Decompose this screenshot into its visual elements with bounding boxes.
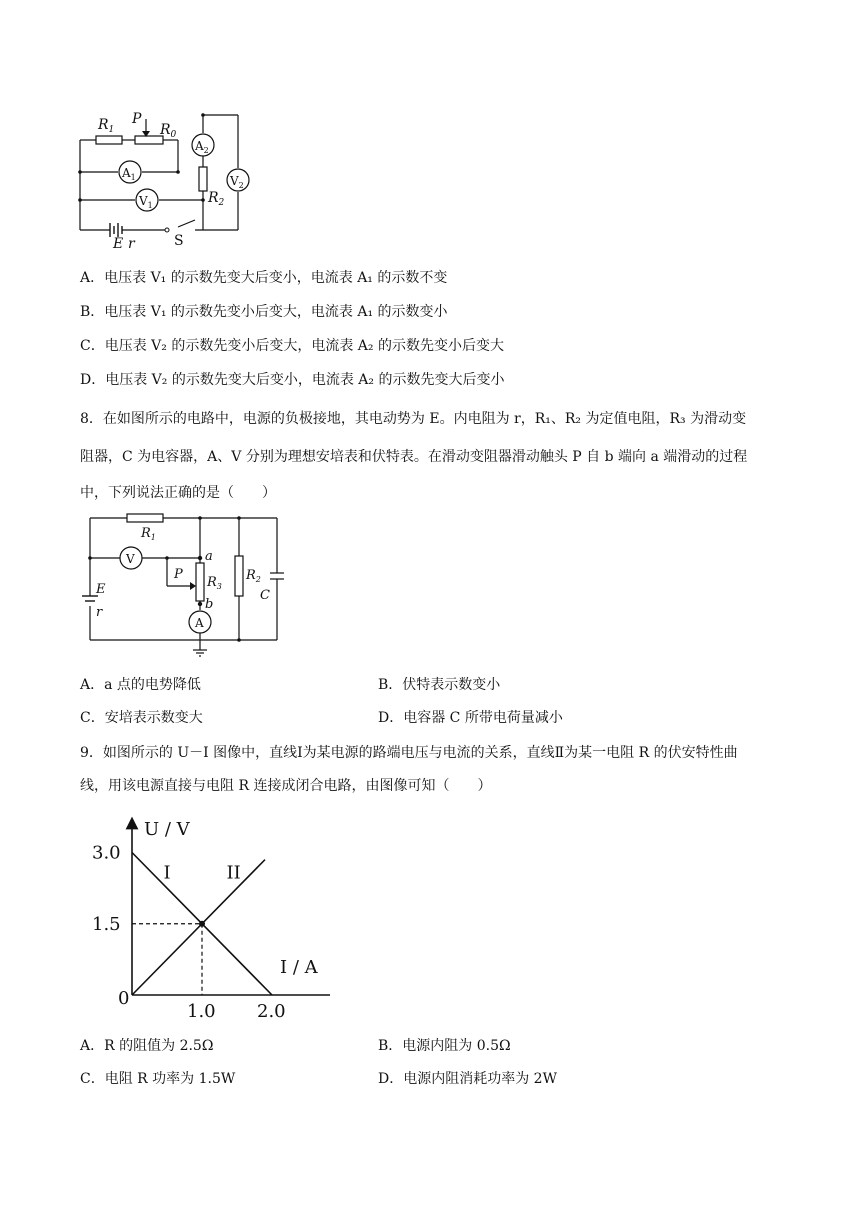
svg-text:R1: $R_1$	[98, 117, 115, 135]
option-letter: A．	[80, 270, 105, 286]
svg-text:r: r	[128, 236, 135, 250]
option-text: 电阻 R 功率为 1.5W	[104, 1071, 236, 1087]
q8-resistor-r3	[196, 563, 204, 601]
svg-text:A1: $A_1$	[122, 166, 136, 182]
option-text: 电容器 C 所带电荷量减小	[403, 710, 563, 726]
origin-label: 0	[118, 988, 130, 1009]
q9-ui-graph	[90, 815, 350, 1025]
svg-text:V1: $V_1$	[139, 194, 153, 210]
y-tick-label: 3.0	[92, 842, 121, 864]
option-letter: C．	[80, 338, 105, 354]
option-letter: B．	[80, 304, 105, 320]
q8-option-c[interactable]	[80, 708, 203, 728]
svg-text:P: P	[174, 567, 183, 582]
svg-text:R0: $R_0$	[160, 122, 177, 140]
svg-text:E: E	[96, 582, 106, 597]
q7-circuit-diagram	[70, 105, 260, 250]
option-letter: B．	[378, 677, 403, 693]
series-line-II	[132, 860, 265, 995]
option-text: 电压表 V₂ 的示数先变大后变小，电流表 A₂ 的示数先变大后变小	[105, 372, 505, 388]
q7-battery	[110, 223, 122, 237]
x-axis-label: I / A	[280, 957, 318, 978]
option-text: 伏特表示数变小	[402, 677, 501, 693]
q7-option-a[interactable]	[80, 268, 447, 288]
q8-option-a[interactable]	[80, 675, 201, 695]
option-text: 电压表 V₁ 的示数先变小后变大，电流表 A₁ 的示数变小	[104, 304, 448, 320]
q8-resistor-r1	[127, 514, 163, 522]
svg-text:V2: $V_2$	[230, 174, 244, 190]
q7-switch	[165, 228, 169, 232]
svg-text:R1: $R_1$	[141, 526, 156, 542]
q8-option-d[interactable]	[378, 708, 563, 728]
svg-text:r: r	[96, 605, 103, 620]
q9-option-d[interactable]	[378, 1069, 557, 1089]
option-text: R 的阻值为 2.5Ω	[104, 1038, 214, 1054]
svg-text:b: b	[205, 597, 214, 612]
q9-stem-line-2: 线，用该电源直接与电阻 R 连接成闭合电路，由图像可知（ ）	[80, 778, 492, 794]
option-letter: A．	[80, 1038, 105, 1054]
q8-stem-line-3: 中，下列说法正确的是（ ）	[80, 485, 276, 501]
series-label-I: I	[163, 862, 171, 884]
series-label-II: II	[226, 862, 241, 884]
option-letter: D．	[378, 710, 404, 726]
option-text: 电源内阻消耗功率为 2W	[403, 1071, 557, 1087]
option-letter: A．	[80, 677, 105, 693]
y-tick-label: 1.5	[92, 913, 121, 935]
option-letter: C．	[80, 710, 105, 726]
q7-option-b[interactable]	[80, 302, 448, 322]
option-letter: D．	[378, 1071, 404, 1087]
q7-option-c[interactable]	[80, 336, 504, 356]
q7-resistor-r0	[135, 136, 163, 144]
q8-stem-line-1: 8．在如图所示的电路中，电源的负极接地，其电动势为 E。内电阻为 r，R₁、R₂ 为定值电阻，R₃ 为滑动变	[80, 411, 747, 427]
q8-resistor-r2	[235, 556, 243, 596]
svg-text:E: E	[113, 236, 124, 250]
x-tick-label: 1.0	[187, 1001, 216, 1022]
q9-option-a[interactable]	[80, 1036, 213, 1056]
option-letter: D．	[80, 372, 106, 388]
option-text: 电压表 V₁ 的示数先变大后变小，电流表 A₁ 的示数不变	[104, 270, 448, 286]
q9-option-c[interactable]	[80, 1069, 235, 1089]
q8-stem-line-2: 阻器，C 为电容器，A、V 分别为理想安培表和伏特表。在滑动变阻器滑动触头 P 自 b 端向 a 端滑动的过程	[80, 449, 748, 465]
option-letter: B．	[378, 1038, 403, 1054]
svg-text:A2: $A_2$	[195, 139, 209, 155]
svg-text:R2: $R_2$	[208, 190, 225, 208]
q8-option-b[interactable]	[378, 675, 500, 695]
x-tick-label: 2.0	[257, 1001, 286, 1022]
svg-text:S: S	[174, 233, 184, 249]
q8-circuit-diagram	[70, 508, 300, 663]
option-text: 电压表 V₂ 的示数先变小后变大，电流表 A₂ 的示数先变小后变大	[104, 338, 504, 354]
intersection-point	[199, 921, 205, 927]
y-axis-label: U / V	[144, 819, 190, 840]
svg-text:V: V	[126, 552, 135, 566]
q7-resistor-r2	[199, 167, 207, 191]
q9-option-b[interactable]	[378, 1036, 511, 1056]
svg-text:C: C	[260, 588, 270, 603]
q7-resistor-r1	[96, 136, 122, 144]
option-letter: C．	[80, 1071, 105, 1087]
q9-stem-line-1: 9．如图所示的 U－I 图像中，直线Ⅰ为某电源的路端电压与电流的关系，直线Ⅱ为某一电阻 R 的伏安特性曲	[80, 745, 738, 761]
svg-text:R3: $R_3$	[207, 575, 222, 591]
ground-icon	[193, 650, 207, 656]
option-text: 电源内阻为 0.5Ω	[402, 1038, 511, 1054]
svg-text:A: A	[195, 616, 204, 630]
option-text: a 点的电势降低	[104, 677, 201, 693]
q7-option-d[interactable]	[80, 370, 504, 390]
option-text: 安培表示数变大	[104, 710, 203, 726]
svg-text:a: a	[205, 549, 213, 564]
svg-text:P: P	[132, 111, 142, 127]
svg-text:R2: $R_2$	[246, 568, 261, 584]
